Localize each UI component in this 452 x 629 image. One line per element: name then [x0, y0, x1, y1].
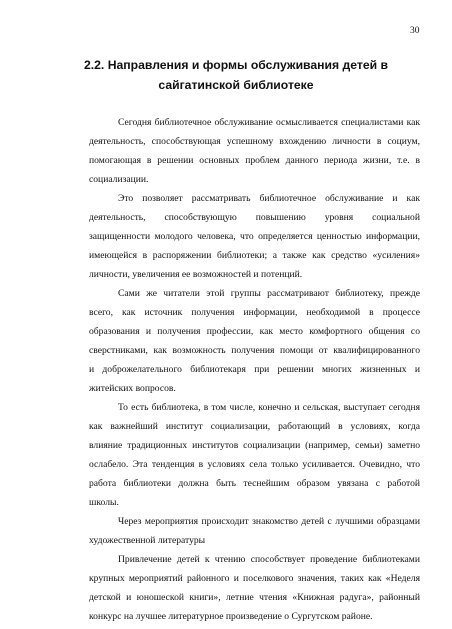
page-number: 30	[410, 26, 420, 36]
body-line: сверстниками, как возможность получения помощи от квалифицированного	[89, 345, 420, 356]
section-heading	[62, 55, 410, 95]
body-line: защищенности молодого человека, что определяется ценностью информации,	[89, 231, 420, 242]
body-line: всего, как источник получения информации, необходимой в процессе	[89, 307, 420, 318]
body-line: деятельность, способствующую повышению уровня социальной	[89, 212, 420, 223]
body-line: ослабело. Эта тенденция в условиях села только усиливается. Очевидно, что	[89, 459, 420, 470]
body-line: житейских вопросов.	[89, 383, 176, 394]
body-line: Через мероприятия происходит знакомство детей с лучшими образцами	[118, 516, 420, 527]
body-line: Сами же читатели этой группы рассматривают библиотеку, прежде	[118, 288, 420, 299]
body-line: образования и получения профессии, как место комфортного общения со	[89, 326, 420, 337]
section-heading-line-1: 2.2. Направления и формы обслуживания детей в	[83, 58, 388, 72]
body-line: Сегодня библиотечное обслуживание осмысливается специалистами как	[118, 117, 420, 128]
body-line: как важнейший институт социализации, работающий в условиях, когда	[89, 421, 420, 432]
body-line: То есть библиотека, в том числе, конечно и сельская, выступает сегодня	[118, 402, 420, 413]
body-line: личности, увеличения ее возможностей и потенций.	[89, 269, 303, 280]
body-line: и доброжелательного библиотекаря при решении многих жизненных и	[89, 364, 420, 375]
body-line: школы.	[89, 497, 119, 508]
body-line: имеющейся в распоряжении библиотеки; а также как средство «усиления»	[89, 250, 420, 261]
section-heading-line-2: сайгатинской библиотеке	[158, 78, 314, 92]
body-line: конкурс на лучшее литературное произведение о Сургутском районе.	[89, 611, 373, 622]
body-line: крупных мероприятий районного и поселкового значения, таких как «Неделя	[89, 573, 420, 584]
body-line: помогающая в решении основных проблем данного периода жизни, т.е. в	[89, 155, 420, 166]
body-line: влияние традиционных институтов социализации (например, семьи) заметно	[89, 440, 420, 451]
body-line: социализации.	[89, 174, 149, 185]
body-line: работа библиотеки должна быть теснейшим образом увязана с работой	[89, 478, 420, 489]
body-line: Это позволяет рассматривать библиотечное обслуживание и как	[118, 193, 420, 204]
body-line: деятельность, способствующая успешному вхождению личности в социум,	[89, 136, 420, 147]
body-line: художественной литературы	[89, 535, 206, 546]
body-line: Привлечение детей к чтению способствует проведение библиотеками	[118, 554, 420, 565]
body-line: детской и юношеской книги», летние чтения «Книжная радуга», районный	[89, 592, 420, 603]
